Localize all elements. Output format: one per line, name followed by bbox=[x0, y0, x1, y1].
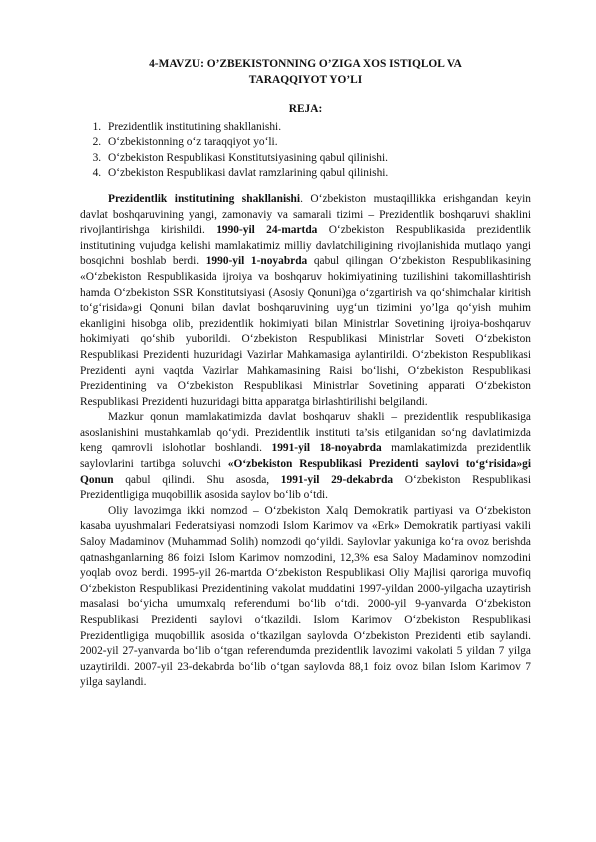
date-highlight: 1991-yil 18-noyabrda bbox=[271, 442, 382, 455]
law-title-highlight: «O‘zbekiston Respublikasi Prezidenti saylovi to‘g‘risida»gi Qonun bbox=[80, 458, 531, 486]
paragraph-text: mamlakatimizda prezidentlik saylovlarini tartibga soluvchi bbox=[80, 442, 531, 471]
paragraph-2 bbox=[80, 410, 531, 504]
section-term: Prezidentlik institutining shakllanishi bbox=[108, 192, 301, 205]
plan-item: 1. Prezidentlik institutining shakllanishi. bbox=[104, 120, 531, 136]
topic-title-line-1: 4-MAVZU: O’ZBEKISTONNING O’ZIGA XOS ISTIQLOL VA bbox=[149, 58, 462, 70]
topic-title-line-2: TARAQQIYOT YO’LI bbox=[248, 74, 363, 86]
topic-title bbox=[80, 56, 531, 88]
paragraph-text: Mazkur qonun mamlakatimizda davlat boshqaruv shakli – prezidentlik respublikasiga asoslanishini mustahkamlab qo‘ydi. Prezidentlik instituti ta’sis etilganidan so‘ng davlatimizda keng qamrovli islohotlar boshlandi. bbox=[80, 411, 531, 455]
plan-heading: REJA: bbox=[288, 103, 323, 115]
body-text bbox=[80, 192, 531, 691]
plan-list bbox=[80, 120, 531, 182]
plan-item: 3. O‘zbekiston Respublikasi Konstitutsiyasining qabul qilinishi. bbox=[104, 151, 531, 167]
date-highlight: 1990-yil 24-martda bbox=[216, 224, 318, 237]
paragraph-text: . O‘zbekiston mustaqillikka erishgandan keyin davlat boshqaruvining yangi, zamonaviy va samarali tizimi – Prezidentlik boshqaruvi shaklini rivojlantirishga kirishildi. bbox=[80, 192, 531, 237]
date-highlight: 1990-yil 1-noyabrda bbox=[205, 255, 308, 268]
paragraph-text: O‘zbekiston Respublikasida prezidentlik institutining vujudga kelishi mamlakatimiz milliy davlatchiligining rivojlanishida mutlaqo yangi bosqichni boshlab berdi. bbox=[80, 224, 532, 268]
date-highlight: 1991-yil 29-dekabrda bbox=[280, 473, 394, 486]
paragraph-text: O‘zbekiston Respublikasi Prezidentligiga muqobillik asosida saylov bo‘lib o‘tdi. bbox=[80, 473, 531, 502]
paragraph-3 bbox=[80, 504, 531, 691]
plan-item: 4. O‘zbekiston Respublikasi davlat ramzlarining qabul qilinishi. bbox=[104, 166, 531, 182]
plan-item: 2. O‘zbekistonning o‘z taraqqiyot yo‘li. bbox=[104, 135, 531, 151]
document-page bbox=[80, 56, 531, 691]
paragraph-text: qabul qilindi. Shu asosda, bbox=[113, 473, 281, 486]
paragraph-1 bbox=[80, 192, 531, 410]
paragraph-text: qabul qilingan O‘zbekiston Respublikasining «O‘zbekiston Respublikasida ijroiya va boshqaruv hokimiyatining tuzilishini takomillashtirish hamda O‘zbekiston SSR Konstitutsiyasi (Asosiy Qonuni)ga o‘zgartirish va qo‘shimchalar kiritish to‘g‘risida»gi Qonuni bilan davlat boshqaruvining uyg‘un tizimini yo’lga qo‘yish muhim ekanligini hisobga olib, prezidentlik hokimiyati bilan Ministrlar Sovetining ijroiya-boshqaruv hokimiyati qo‘shib yuborildi. O‘zbekiston Respublikasi Ministrlar Soveti O‘zbekiston Respublikasi Prezidenti huzuridagi Vazirlar Mahkamasiga aylantirildi. O‘zbekiston Respublikasi Prezidenti ayni vaqtda Vazirlar Mahkamasining Raisi bo‘lishi, O‘zbekiston Respublikasi Prezidentining va O‘zbekiston Respublikasi Ministrlar Sovetining apparati O‘zbekiston Respublikasi Prezidenti huzuridagi bitta apparatga birlashtirilishi belgilandi. bbox=[80, 255, 531, 408]
paragraph-text: Oliy lavozimga ikki nomzod – O‘zbekiston Xalq Demokratik partiyasi va O‘zbekiston kasaba uyushmalari Federatsiyasi nomzodi Islom Karimov va «Erk» Demokratik partiyasi vakili Saloy Madaminov (Muhammad Solih) nomzodi qo‘yildi. Saylovlar yakuniga ko‘ra ovoz berishda qatnashganlarning 86 foizi Islom Karimov nomzodini, 12,3% esa Saloy Madaminov nomzodini yoqlab ovoz berdi. 1995-yil 26-martda O‘zbekiston Respublikasi Oliy Majlisi qaroriga muvofiq O‘zbekiston Respublikasi Prezidentining vakolat muddatini 1997-yildan 2000-yilgacha uzaytirish masalasi bo‘yicha umumxalq referendumi bo‘lib o‘tdi. 2000-yil 9-yanvarda O‘zbekiston Respublikasi Prezidenti saylovi o‘tkazildi. Islom Karimov O‘zbekiston Respublikasi Prezidentligiga muqobillik asosida o‘tkazilgan saylovda O‘zbekiston Prezidenti etib saylandi. 2002-yil 27-yanvarda bo‘lib o‘tgan referendumda prezidentlik lavozimi vakolati 5 yildan 7 yilga uzaytirildi. 2007-yil 23-dekabrda bo‘lib o‘tgan saylovda 88,1 foiz ovoz bilan Islom Karimov 7 yilga saylandi. bbox=[80, 504, 531, 689]
